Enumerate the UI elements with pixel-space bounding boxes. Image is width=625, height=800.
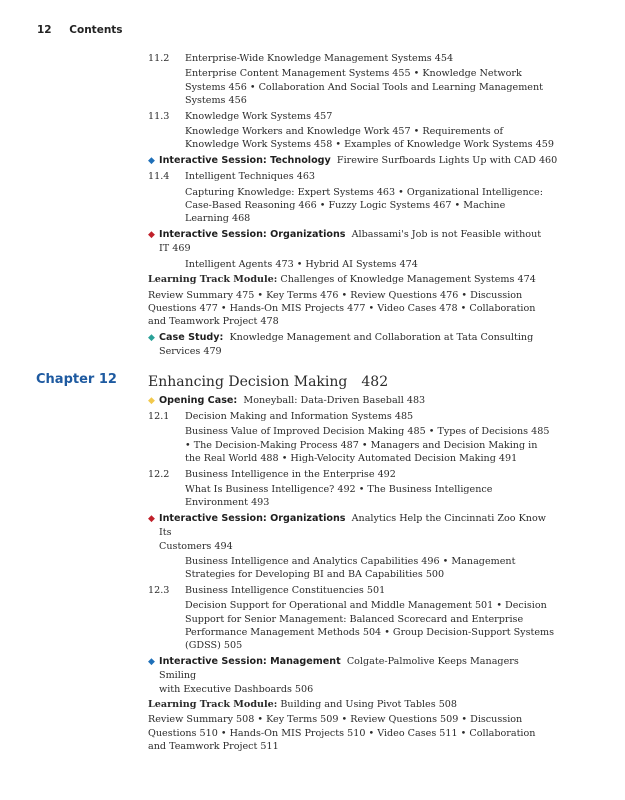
chapter-title-line — [148, 373, 558, 391]
opening-case — [148, 394, 558, 408]
opening-text: Moneyball: Data-Driven Baseball 483 — [243, 394, 426, 406]
section-title: Knowledge Work Systems 457 — [185, 110, 333, 122]
subsection-list — [148, 186, 558, 226]
learning-track-module — [148, 273, 558, 286]
section-number: 12.2 — [148, 468, 170, 480]
session-text: Colgate-Palmolive Keeps Managers Smiling — [159, 655, 519, 682]
session-label: Interactive Session: Technology — [159, 154, 331, 166]
section-title: Enterprise-Wide Knowledge Management Systems 454 — [185, 53, 454, 64]
case-study — [148, 331, 558, 359]
review-line: and Teamwork Project 511 — [148, 741, 279, 753]
chapter-title: Enhancing Decision Making — [148, 373, 348, 390]
session-text: Analytics Help the Cincinnati Zoo Know Its — [159, 512, 546, 539]
subsection-line: Performance Management Methods 504 • Group Decision-Support Systems — [185, 627, 555, 639]
header-title: Contents — [69, 24, 123, 36]
ltm-text: Challenges of Knowledge Management Systems 474 — [280, 274, 536, 286]
section-title: Decision Making and Information Systems 485 — [185, 410, 414, 422]
toc-section-12-1 — [148, 410, 558, 423]
subsection-line: Systems 456 • Collaboration And Social Tools and Learning Management — [185, 81, 544, 93]
section-number: 12.3 — [148, 584, 170, 596]
subsection-line: Strategies for Developing BI and BA Capabilities 500 — [185, 569, 445, 581]
subsection-list — [148, 67, 558, 107]
ltm-text: Building and Using Pivot Tables 508 — [280, 699, 458, 711]
diamond-icon: ◆ — [148, 395, 155, 406]
diamond-icon: ◆ — [148, 656, 155, 667]
subsection-list — [148, 599, 558, 653]
review-line: Questions 510 • Hands-On MIS Projects 510 • Video Cases 511 • Collaboration — [148, 727, 536, 739]
section-title: Business Intelligence in the Enterprise 492 — [185, 468, 396, 480]
subsection-line: the Real World 488 • High-Velocity Automated Decision Making 491 — [185, 453, 518, 465]
running-header — [37, 24, 123, 36]
diamond-icon: ◆ — [148, 155, 155, 166]
review-line: Review Summary 475 • Key Terms 476 • Review Questions 476 • Discussion — [148, 289, 523, 301]
interactive-session-technology — [148, 154, 558, 168]
subsection-line: • The Decision-Making Process 487 • Managers and Decision Making in — [185, 439, 538, 451]
case-text-cont: Services 479 — [159, 346, 222, 358]
session-label: Interactive Session: Organizations — [159, 228, 346, 240]
chapter-label: Chapter 12 — [36, 371, 117, 387]
subsection-list — [148, 483, 558, 510]
section-number: 11.4 — [148, 171, 170, 183]
subsection-line: Business Intelligence and Analytics Capabilities 496 • Management — [185, 556, 516, 567]
toc-section-12-3 — [148, 584, 558, 597]
subsection-line: Knowledge Workers and Knowledge Work 457 • Requirements of — [185, 126, 504, 138]
subsection-line: Learning 468 — [185, 213, 251, 225]
subsection-line: Business Value of Improved Decision Making 485 • Types of Decisions 485 — [185, 426, 550, 438]
section-number: 12.1 — [148, 410, 170, 422]
subsection-line: Capturing Knowledge: Expert Systems 463 • Organizational Intelligence: — [185, 186, 543, 198]
subsection-line: Enterprise Content Management Systems 455 • Knowledge Network — [185, 68, 522, 80]
session-text-cont: IT 469 — [159, 243, 191, 255]
toc-section-11-3 — [148, 110, 558, 123]
diamond-icon: ◆ — [148, 229, 155, 240]
session-label: Interactive Session: Management — [159, 655, 341, 667]
learning-track-module — [148, 698, 558, 711]
chapter-12-heading — [36, 371, 558, 391]
subsection-line: Decision Support for Operational and Middle Management 501 • Decision — [185, 600, 547, 612]
session-text-cont: Customers 494 — [159, 540, 233, 552]
subsection-line: What Is Business Intelligence? 492 • The Business Intelligence — [185, 483, 493, 495]
section-number: 11.3 — [148, 110, 170, 122]
subsection-line: Case-Based Reasoning 466 • Fuzzy Logic Systems 467 • Machine — [185, 200, 506, 212]
session-text: Albassami's Job is not Feasible without — [351, 228, 542, 240]
ltm-label: Learning Track Module: — [148, 274, 278, 286]
session-label: Interactive Session: Organizations — [159, 512, 346, 524]
opening-label: Opening Case: — [159, 394, 238, 406]
interactive-session-organizations — [148, 228, 558, 256]
toc-section-11-2 — [148, 52, 558, 65]
subsection-line: Intelligent Agents 473 • Hybrid AI Systems 474 — [185, 258, 418, 270]
case-label: Case Study: — [159, 331, 224, 343]
toc-section-12-2 — [148, 468, 558, 481]
toc-content — [36, 52, 558, 754]
subsection-line: (GDSS) 505 — [185, 640, 243, 652]
session-text-cont: with Executive Dashboards 506 — [159, 683, 314, 695]
ltm-label: Learning Track Module: — [148, 699, 278, 711]
toc-section-11-4 — [148, 170, 558, 183]
review-line: Questions 477 • Hands-On MIS Projects 477 • Video Cases 478 • Collaboration — [148, 302, 536, 314]
section-title: Intelligent Techniques 463 — [185, 171, 316, 183]
subsection-list — [148, 425, 558, 465]
section-number: 11.2 — [148, 53, 170, 64]
review-list — [148, 713, 558, 753]
case-text: Knowledge Management and Collaboration at Tata Consulting — [229, 331, 534, 343]
subsection-line: Environment 493 — [185, 497, 270, 509]
subsection-list — [148, 125, 558, 152]
section-title: Business Intelligence Constituencies 501 — [185, 584, 386, 596]
subsection-line: Support for Senior Management: Balanced Scorecard and Enterprise — [185, 613, 524, 625]
page-number: 12 — [37, 24, 52, 36]
interactive-session-organizations — [148, 512, 558, 553]
chapter-page: 482 — [361, 373, 389, 390]
review-line: Review Summary 508 • Key Terms 509 • Review Questions 509 • Discussion — [148, 714, 523, 726]
subsection-line: Systems 456 — [185, 95, 247, 107]
interactive-session-management — [148, 655, 558, 696]
diamond-icon: ◆ — [148, 513, 155, 524]
diamond-icon: ◆ — [148, 332, 155, 343]
subsection-list — [148, 555, 558, 582]
review-line: and Teamwork Project 478 — [148, 316, 279, 328]
review-list — [148, 289, 558, 329]
session-text: Firewire Surfboards Lights Up with CAD 460 — [336, 154, 558, 166]
subsection-line: Knowledge Work Systems 458 • Examples of Knowledge Work Systems 459 — [185, 139, 554, 151]
